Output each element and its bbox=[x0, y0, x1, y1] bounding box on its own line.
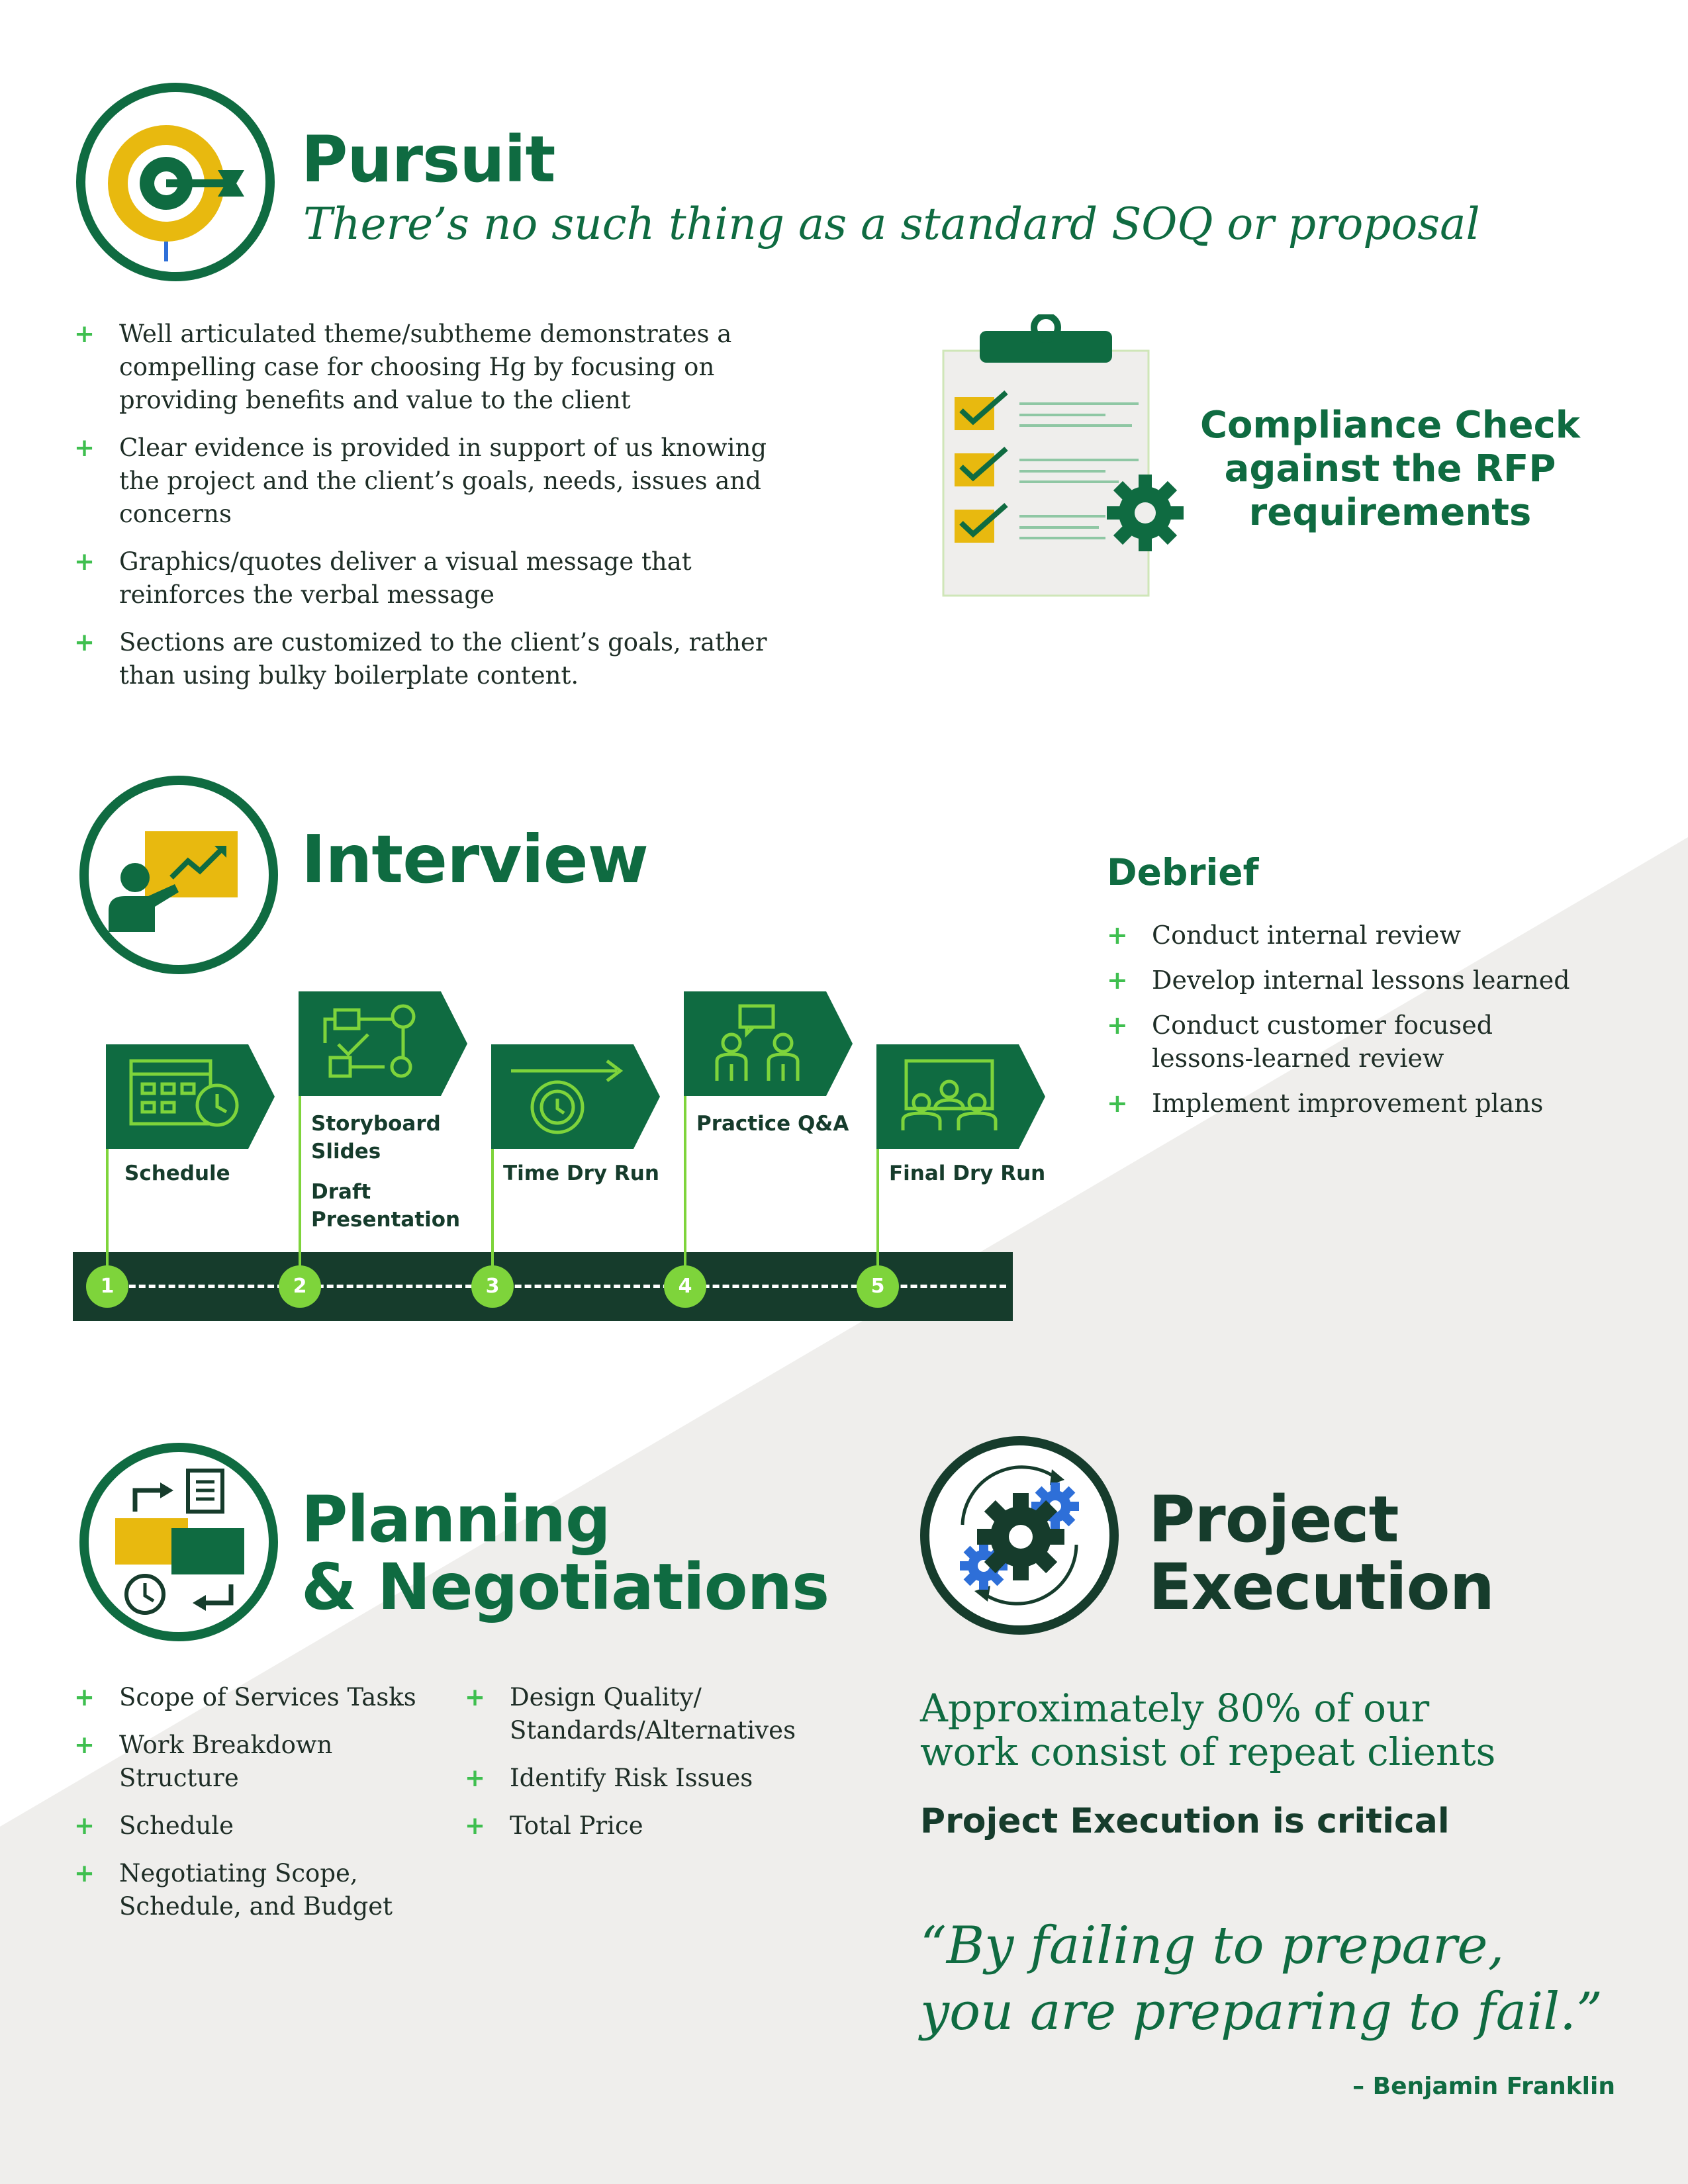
list-item: + Identify Risk Issues bbox=[465, 1762, 835, 1795]
step-number: 2 bbox=[279, 1265, 321, 1308]
list-item: + Graphics/quotes deliver a visual message that reinforces the verbal message bbox=[74, 545, 809, 612]
list-item: + Implement improvement plans bbox=[1107, 1087, 1583, 1120]
plus-icon: + bbox=[1107, 1089, 1128, 1118]
planning-bullets-left bbox=[74, 1681, 445, 1938]
list-item: + Design Quality/ Standards/Alternatives bbox=[465, 1681, 835, 1747]
pursuit-title: Pursuit bbox=[301, 122, 555, 197]
list-item: + Conduct internal review bbox=[1107, 919, 1583, 952]
list-item: + Schedule bbox=[74, 1809, 445, 1843]
plus-icon: + bbox=[74, 1731, 95, 1759]
step-label-storyboard: Storyboard Slides bbox=[311, 1112, 441, 1163]
list-item: + Scope of Services Tasks bbox=[74, 1681, 445, 1714]
execution-emphasis: Project Execution is critical bbox=[920, 1801, 1450, 1841]
list-item: + Total Price bbox=[465, 1809, 835, 1843]
plus-icon: + bbox=[465, 1764, 486, 1792]
step-label-time-dry-run: Time Dry Run bbox=[503, 1161, 659, 1185]
step-label-final-dry-run: Final Dry Run bbox=[889, 1161, 1046, 1185]
plus-icon: + bbox=[74, 433, 95, 462]
plus-icon: + bbox=[465, 1683, 486, 1711]
list-item: + Develop internal lessons learned bbox=[1107, 964, 1583, 997]
compliance-check-heading: Compliance Check against the RFP requirements bbox=[1199, 404, 1581, 534]
pursuit-bullets bbox=[74, 318, 809, 707]
flag-time-dry-run bbox=[491, 1044, 660, 1149]
step-number: 1 bbox=[86, 1265, 128, 1308]
step-label-schedule: Schedule bbox=[124, 1161, 230, 1185]
debrief-bullets bbox=[1107, 919, 1583, 1132]
plus-icon: + bbox=[74, 1683, 95, 1711]
list-item: + Work Breakdown Structure bbox=[74, 1729, 445, 1795]
step-label-practice-qa: Practice Q&A bbox=[696, 1112, 849, 1136]
flag-storyboard bbox=[299, 991, 467, 1096]
target-icon bbox=[76, 83, 275, 281]
quote: “By failing to prepare, you are preparing to fail.” bbox=[920, 1916, 1603, 2042]
plus-icon: + bbox=[1107, 921, 1128, 950]
plus-icon: + bbox=[74, 547, 95, 576]
plus-icon: + bbox=[74, 628, 95, 657]
pursuit-subtitle: There’s no such thing as a standard SOQ or proposal bbox=[303, 199, 1480, 250]
presentation-icon bbox=[79, 776, 278, 974]
planning-title: Planning & Negotiations bbox=[301, 1482, 829, 1624]
execution-statement: Approximately 80% of our work consist of repeat clients bbox=[920, 1686, 1496, 1774]
step-number: 4 bbox=[664, 1265, 706, 1308]
list-item: + Conduct customer focused lessons-learned review bbox=[1107, 1009, 1583, 1075]
quote-attribution: – Benjamin Franklin bbox=[1352, 2073, 1615, 2100]
plus-icon: + bbox=[74, 320, 95, 348]
plus-icon: + bbox=[74, 1811, 95, 1840]
clipboard-checklist-icon bbox=[940, 314, 1192, 599]
list-item: + Clear evidence is provided in support of us knowing the project and the client’s goals, needs, issues and concerns bbox=[74, 432, 809, 531]
step-number: 3 bbox=[471, 1265, 514, 1308]
planning-icon bbox=[79, 1443, 278, 1641]
list-item: + Negotiating Scope, Schedule, and Budget bbox=[74, 1857, 445, 1923]
planning-bullets-right bbox=[465, 1681, 835, 1857]
gears-icon bbox=[920, 1436, 1119, 1635]
plus-icon: + bbox=[74, 1859, 95, 1888]
debrief-title: Debrief bbox=[1107, 851, 1259, 893]
flag-practice-qa bbox=[684, 991, 853, 1096]
plus-icon: + bbox=[465, 1811, 486, 1840]
flag-final-dry-run bbox=[876, 1044, 1045, 1149]
execution-title: Project Execution bbox=[1149, 1482, 1494, 1624]
plus-icon: + bbox=[1107, 966, 1128, 995]
step-label-draft: Draft Presentation bbox=[311, 1180, 461, 1232]
interview-title: Interview bbox=[301, 821, 649, 898]
plus-icon: + bbox=[1107, 1011, 1128, 1040]
list-item: + Sections are customized to the client’s goals, rather than using bulky boilerplate content. bbox=[74, 626, 809, 692]
list-item: + Well articulated theme/subtheme demonstrates a compelling case for choosing Hg by focusing on providing benefits and value to the client bbox=[74, 318, 809, 417]
flag-schedule bbox=[106, 1044, 275, 1149]
step-number: 5 bbox=[857, 1265, 899, 1308]
